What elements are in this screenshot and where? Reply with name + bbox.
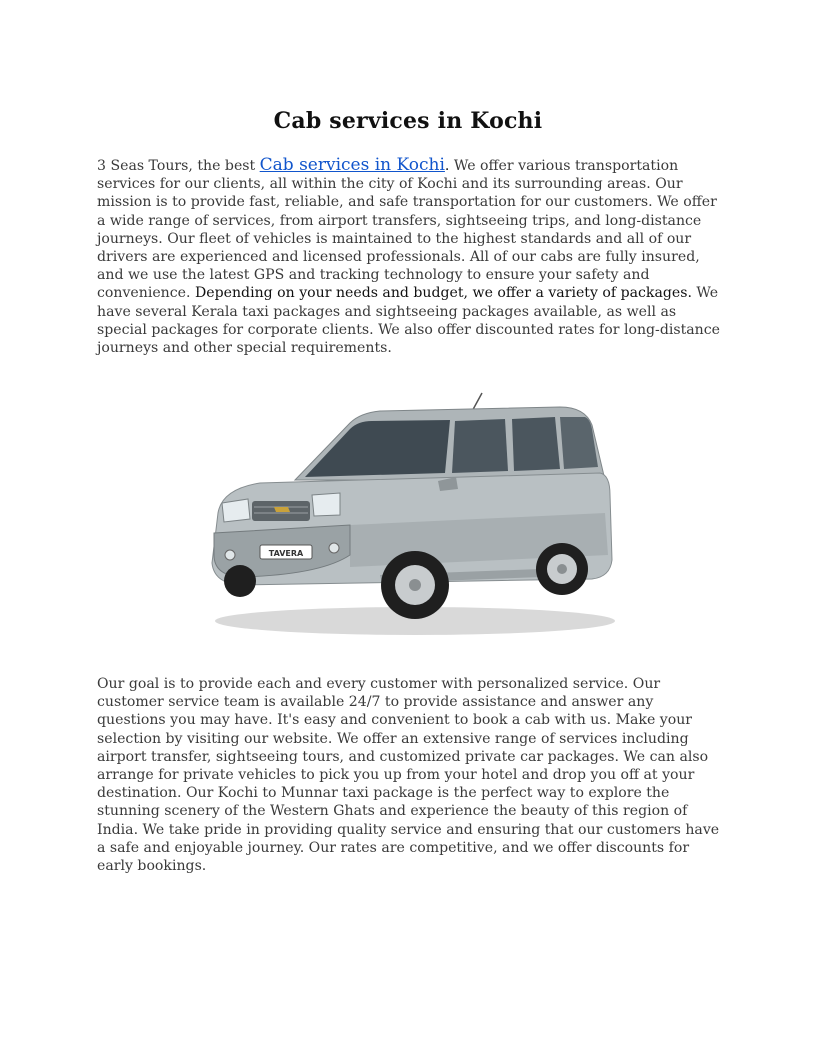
intro-closing: We have several Kerala taxi packages and sightseeing packages available, as well as special packages for corporate clients. We also offer discounted rates for long-distance journeys and other special requirements. — [97, 285, 720, 357]
intro-lead: 3 Seas Tours, the best — [97, 158, 260, 174]
intro-after-link: . — [444, 158, 454, 174]
intro-emphasis: Depending on your needs and budget, we offer a variety of packages. — [194, 285, 692, 302]
intro-body: We offer various transportation services for our clients, all within the city of Kochi and its surrounding areas. Our mission is to provide fast, reliable, and safe transportation for our customers. We offer a wide range of services, from airport transfers, sightseeing trips, and long-distance journeys. Our fleet of vehicles is maintained to the highest standards and all of our drivers are experienced and licensed professionals. All of our cabs are fully insured, and we use the latest GPS and tracking technology to ensure your safety and convenience. — [97, 158, 717, 302]
intro-paragraph — [97, 156, 723, 357]
page-title: Cab services in Kochi — [273, 108, 543, 134]
cab-services-link[interactable]: Cab services in Kochi — [259, 155, 445, 175]
second-paragraph: Our goal is to provide each and every customer with personalized service. Our customer service team is available 24/7 to provide assistance and answer any questions you may have. It's easy and convenient to book a cab with us. Make your selection by visiting our website. We offer an extensive range of services including airport transfer, sightseeing tours, and customized private car packages. We can also arrange for private vehicles to pick you up from your hotel and drop you off at your destination. Our Kochi to Munnar taxi package is the perfect way to explore the stunning scenery of the Western Ghats and experience the beauty of this region of India. We take pride in providing quality service and ensuring that our customers have a safe and enjoyable journey. Our rates are competitive, and we offer discounts for early bookings. — [97, 676, 720, 875]
car-image — [200, 385, 620, 645]
license-plate-text: TAVERA — [268, 549, 304, 558]
